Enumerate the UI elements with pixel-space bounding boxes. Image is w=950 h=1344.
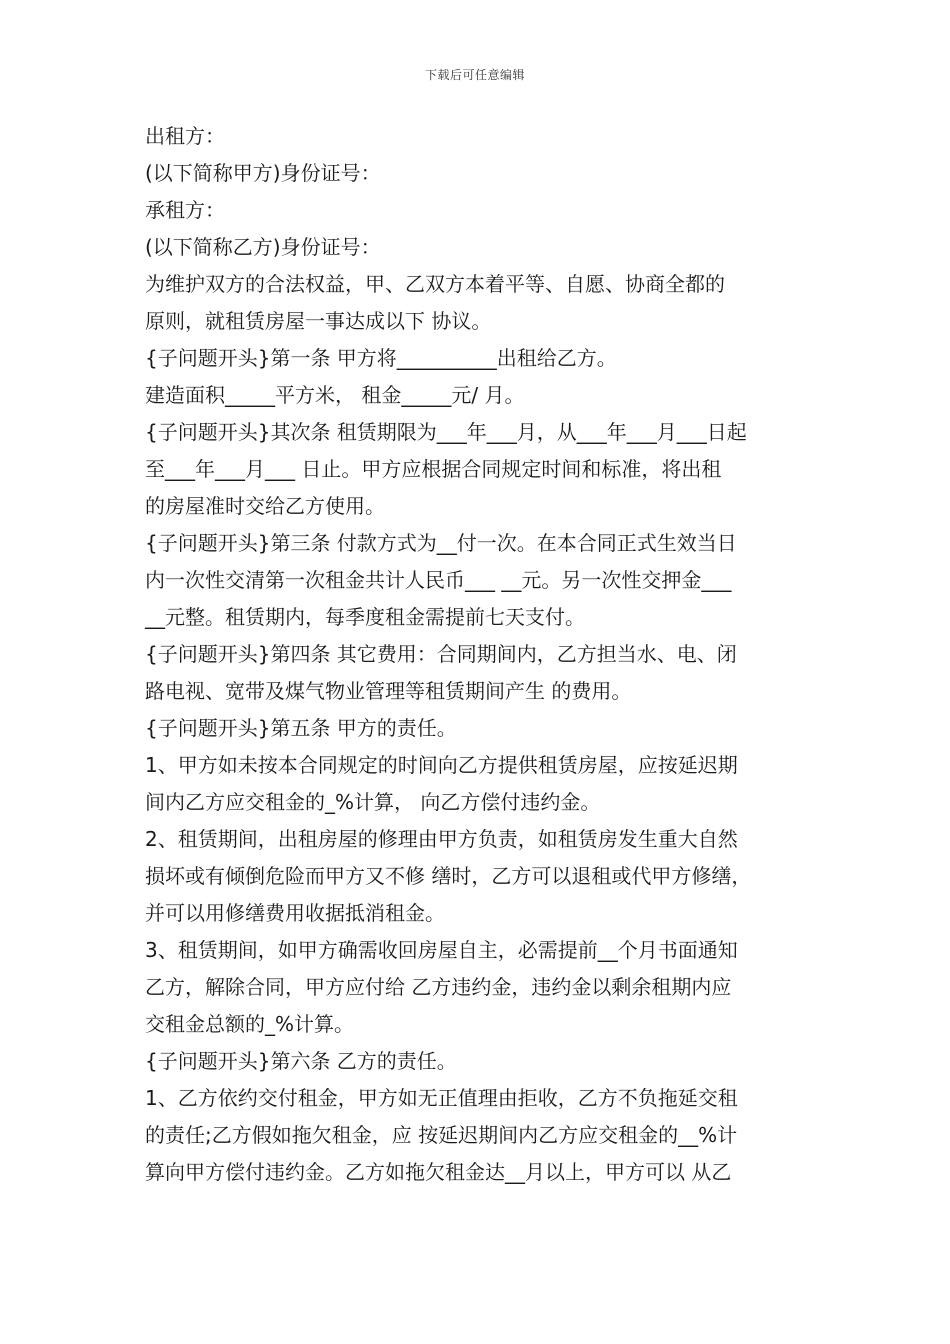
text-line: 建造面积_____平方米， 租金_____元/ 月。 [145,383,525,407]
text-line: 至___年___月___ 日止。甲方应根据合同规定时间和标准，将出租 [145,457,722,481]
text-line: 1、乙方依约交付租金，甲方如无正值理由拒收，乙方不负拖延交租 [145,1086,738,1110]
text-line: 2、租赁期间，出租房屋的修理由甲方负责，如租赁房发生重大自然 [145,827,738,851]
text-line: 交租金总额的_%计算。 [145,1012,355,1036]
text-line: 算向甲方偿付违约金。乙方如拖欠租金达__月以上，甲方可以 从乙 [145,1160,732,1184]
page-header: 下载后可任意编辑 [424,68,525,82]
text-line: {子问题开头}第三条 付款方式为__付一次。在本合同正式生效当日 [145,531,737,555]
text-line: {子问题开头}其次条 租赁期限为___年___月，从___年___月___日起 [145,420,747,444]
text-line: 为维护双方的合法权益，甲、乙双方本着平等、自愿、协商全都的 [145,272,725,296]
text-line: 原则，就租赁房屋一事达成以下 协议。 [145,309,492,333]
document-body [145,118,815,1191]
text-line: 1、甲方如未按本合同规定的时间向乙方提供租赁房屋，应按延迟期 [145,753,738,777]
text-line: {子问题开头}第四条 其它费用：合同期间内，乙方担当水、电、闭 [145,642,737,666]
text-line: {子问题开头}第五条 甲方的责任。 [145,716,457,740]
text-line: 乙方，解除合同，甲方应付给 乙方违约金，违约金以剩余租期内应 [145,975,732,999]
text-line: 3、租赁期间，如甲方确需收回房屋自主，必需提前__个月书面通知 [145,938,738,962]
text-line: 损坏或有倾倒危险而甲方又不修 缮时，乙方可以退租或代甲方修缮， [145,864,752,888]
text-line: 间内乙方应交租金的_%计算， 向乙方偿付违约金。 [145,790,601,814]
text-line: __元整。租赁期内，每季度租金需提前七天支付。 [145,605,585,629]
text-line: 的责任;乙方假如拖欠租金，应 按延迟期间内乙方应交租金的__%计 [145,1123,738,1147]
text-line: 并可以用修缮费用收据抵消租金。 [145,901,445,925]
text-line: 路电视、宽带及煤气物业管理等租赁期间产生 的费用。 [145,679,632,703]
text-line: 出租方： [145,124,225,148]
text-line: (以下简称甲方)身份证号： [145,161,381,185]
text-line: (以下简称乙方)身份证号： [145,235,381,259]
text-line: 的房屋准时交给乙方使用。 [145,494,385,518]
text-line: 承租方： [145,198,225,222]
text-line: {子问题开头}第一条 甲方将__________出租给乙方。 [145,346,617,370]
text-line: {子问题开头}第六条 乙方的责任。 [145,1049,457,1073]
text-line: 内一次性交清第一次租金共计人民币___ __元。另一次性交押金___ [145,568,732,592]
